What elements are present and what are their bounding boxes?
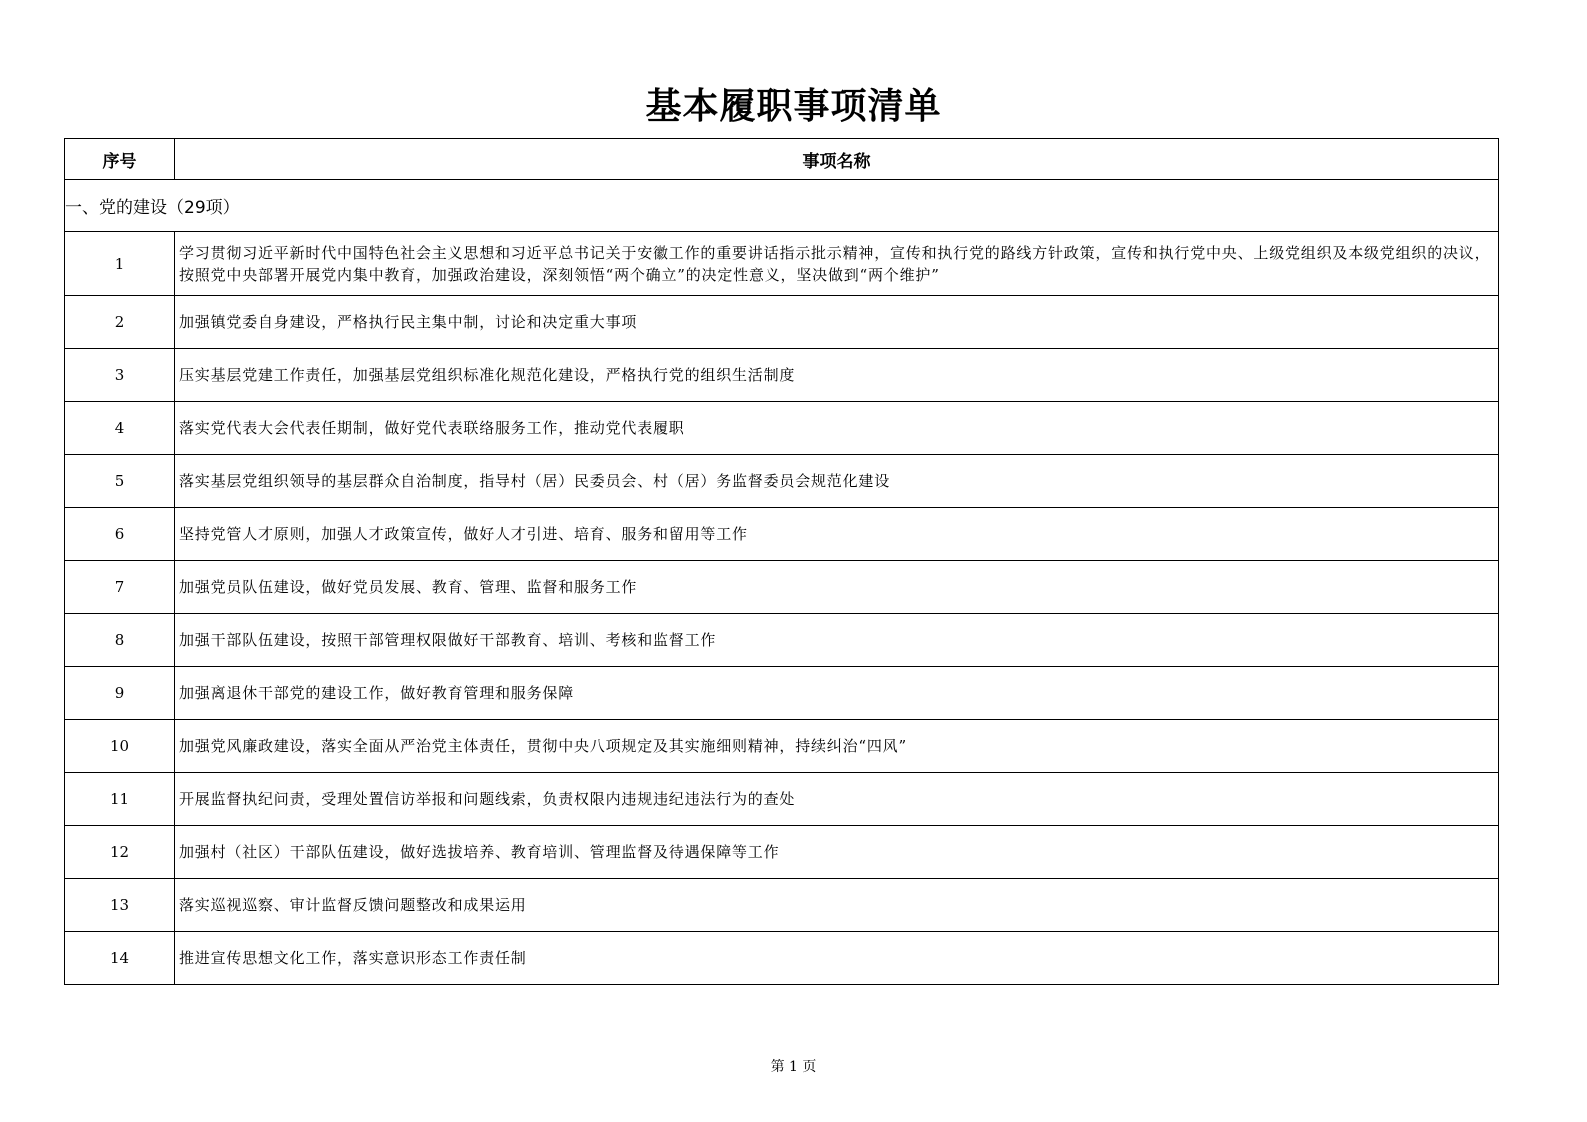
table-row (65, 508, 1499, 561)
table-row (65, 720, 1499, 773)
row-index: 13 (65, 879, 175, 932)
row-index: 9 (65, 667, 175, 720)
duty-list-table (64, 138, 1499, 985)
row-name: 加强离退休干部党的建设工作，做好教育管理和服务保障 (175, 667, 1499, 720)
header-name: 事项名称 (175, 139, 1499, 180)
row-name: 学习贯彻习近平新时代中国特色社会主义思想和习近平总书记关于安徽工作的重要讲话指示批示精神，宣传和执行党的路线方针政策，宣传和执行党中央、上级党组织及本级党组织的决议，按照党中央部署开展党内集中教育，加强政治建设，深刻领悟“两个确立”的决定性意义，坚决做到“两个维护” (175, 232, 1499, 296)
section-heading: 一、党的建设（29项） (65, 180, 1499, 232)
row-name: 推进宣传思想文化工作，落实意识形态工作责任制 (175, 932, 1499, 985)
table-row (65, 349, 1499, 402)
table-row (65, 561, 1499, 614)
table-row (65, 296, 1499, 349)
row-index: 1 (65, 232, 175, 296)
page-number: 第 1 页 (770, 1059, 817, 1075)
row-index: 5 (65, 455, 175, 508)
row-index: 7 (65, 561, 175, 614)
row-name: 落实基层党组织领导的基层群众自治制度，指导村（居）民委员会、村（居）务监督委员会规范化建设 (175, 455, 1499, 508)
row-name: 开展监督执纪问责，受理处置信访举报和问题线索，负责权限内违规违纪违法行为的查处 (175, 773, 1499, 826)
table-row (65, 614, 1499, 667)
row-index: 8 (65, 614, 175, 667)
row-index: 4 (65, 402, 175, 455)
row-index: 12 (65, 826, 175, 879)
row-name: 落实巡视巡察、审计监督反馈问题整改和成果运用 (175, 879, 1499, 932)
row-name: 加强镇党委自身建设，严格执行民主集中制，讨论和决定重大事项 (175, 296, 1499, 349)
row-index: 2 (65, 296, 175, 349)
table-row (65, 232, 1499, 296)
row-name: 落实党代表大会代表任期制，做好党代表联络服务工作，推动党代表履职 (175, 402, 1499, 455)
header-index: 序号 (65, 139, 175, 180)
table-row (65, 879, 1499, 932)
row-name: 加强干部队伍建设，按照干部管理权限做好干部教育、培训、考核和监督工作 (175, 614, 1499, 667)
page-title: 基本履职事项清单 (645, 85, 942, 127)
table-row (65, 932, 1499, 985)
table-row (65, 826, 1499, 879)
row-index: 14 (65, 932, 175, 985)
row-index: 11 (65, 773, 175, 826)
row-name: 加强村（社区）干部队伍建设，做好选拔培养、教育培训、管理监督及待遇保障等工作 (175, 826, 1499, 879)
section-row (65, 180, 1499, 232)
row-index: 3 (65, 349, 175, 402)
row-name: 加强党员队伍建设，做好党员发展、教育、管理、监督和服务工作 (175, 561, 1499, 614)
table-row (65, 667, 1499, 720)
row-name: 坚持党管人才原则，加强人才政策宣传，做好人才引进、培育、服务和留用等工作 (175, 508, 1499, 561)
row-name: 压实基层党建工作责任，加强基层党组织标准化规范化建设，严格执行党的组织生活制度 (175, 349, 1499, 402)
table-header-row (65, 139, 1499, 180)
table-row (65, 402, 1499, 455)
row-name: 加强党风廉政建设，落实全面从严治党主体责任，贯彻中央八项规定及其实施细则精神，持续纠治“四风” (175, 720, 1499, 773)
row-index: 10 (65, 720, 175, 773)
table-row (65, 773, 1499, 826)
table-row (65, 455, 1499, 508)
row-index: 6 (65, 508, 175, 561)
